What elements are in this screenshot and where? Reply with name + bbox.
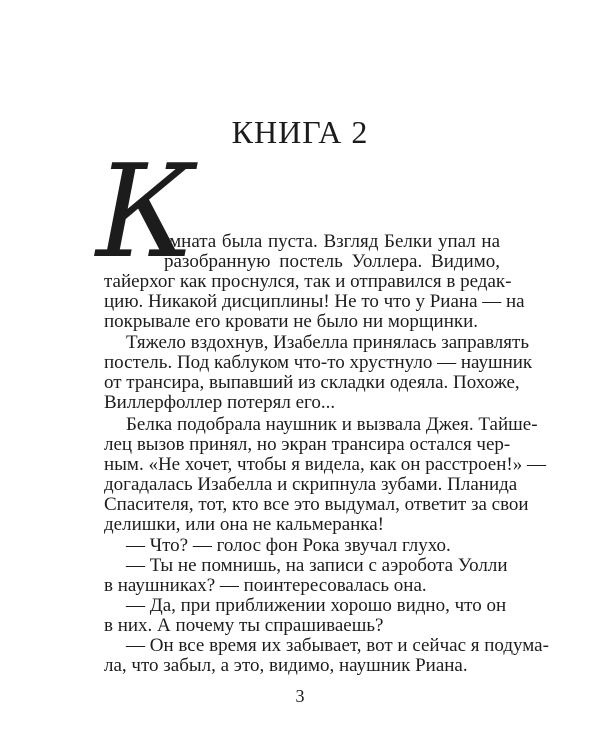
text-line: тайерхог как проснулся, так и отправился в редак- <box>104 270 512 292</box>
text-line: — Да, при приближении хорошо видно, что он <box>126 595 507 617</box>
text-line: Тяжело вздохнув, Изабелла принялась заправлять <box>126 332 529 354</box>
drop-cap-letter: К <box>96 138 196 287</box>
chapter-heading: КНИГА 2 <box>231 114 369 150</box>
text-line: ла, что забыл, а это, видимо, наушник Риана. <box>104 655 468 676</box>
text-line: цию. Никакой дисциплины! Не то что у Риана — на <box>104 290 525 312</box>
text-line: в них. А почему ты спрашиваешь? <box>104 615 384 637</box>
text-line: ным. «Не хочет, чтобы я видела, как он расстроен!» — <box>104 453 546 475</box>
text-line: в наушниках? — поинтересовалась она. <box>104 575 427 597</box>
text-line: — Он все время их забывает, вот и сейчас я подума- <box>126 635 549 656</box>
text-line: — Что? — голос фон Рока звучал глухо. <box>126 535 451 557</box>
text-line: от трансира, выпавший из складки одеяла. Похоже, <box>104 372 520 394</box>
text-line: Белка подобрала наушник и вызвала Джея. Тайше- <box>126 413 538 435</box>
text-line: постель. Под каблуком что-то хрустнуло — наушник <box>104 352 533 374</box>
text-line: догадалась Изабелла и скрипнула зубами. Планида <box>104 473 518 495</box>
text-line: лец вызов принял, но экран трансира остался чер- <box>104 433 511 455</box>
page-number: 3 <box>295 686 305 706</box>
text-line: — Ты не помнишь, на записи с аэробота Уолли <box>126 555 508 577</box>
text-line: разобранную постель Уоллера. Видимо, <box>164 251 500 272</box>
text-line: Виллерфоллер потерял его... <box>104 392 336 414</box>
text-line: Спасителя, тот, кто все это выдумал, ответит за свои <box>104 493 529 515</box>
text-line: делишки, или она не кальмеранка! <box>104 513 384 535</box>
text-line: омната была пуста. Взгляд Белки упал на <box>160 231 500 252</box>
text-line: покрывале его кровати не было ни морщинки. <box>104 310 479 332</box>
